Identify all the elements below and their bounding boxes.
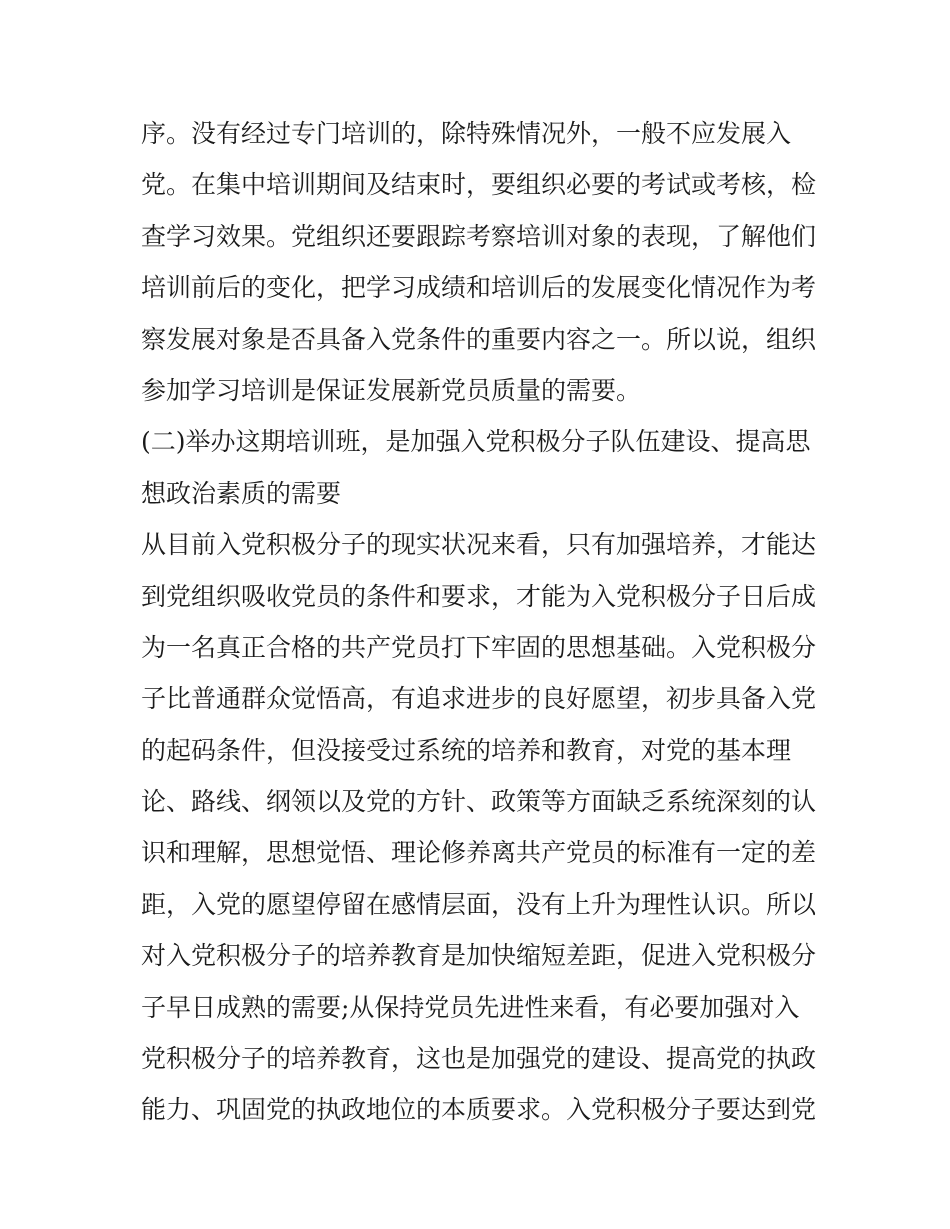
text-line: 识和理解，思想觉悟、理论修养离共产党员的标准有一定的差 <box>141 838 817 868</box>
text-line: 对入党积极分子的培养教育是加快缩短差距，促进入党积极分 <box>141 941 817 971</box>
text-line: 子比普通群众觉悟高，有追求进步的良好愿望，初步具备入党 <box>141 684 817 714</box>
section-heading-line: (二)举办这期培训班，是加强入党积极分子队伍建设、提高思 <box>141 427 811 457</box>
text-line: 察发展对象是否具备入党条件的重要内容之一。所以说，组织 <box>141 324 817 354</box>
text-line: 从目前入党积极分子的现实状况来看，只有加强培养，才能达 <box>141 530 817 560</box>
text-line: 党。在集中培训期间及结束时，要组织必要的考试或考核，检 <box>141 170 817 200</box>
text-line: 为一名真正合格的共产党员打下牢固的思想基础。入党积极分 <box>141 632 817 662</box>
text-line: 参加学习培训是保证发展新党员质量的需要。 <box>141 375 642 405</box>
body-text <box>141 108 821 1136</box>
text-line: 距，入党的愿望停留在感情层面，没有上升为理性认识。所以 <box>141 889 817 919</box>
section-heading-line: 想政治素质的需要 <box>141 478 342 508</box>
text-line: 的起码条件，但没接受过系统的培养和教育，对党的基本理 <box>141 735 792 765</box>
text-line: 论、路线、纲领以及党的方针、政策等方面缺乏系统深刻的认 <box>141 787 817 817</box>
text-line: 到党组织吸收党员的条件和要求，才能为入党积极分子日后成 <box>141 581 817 611</box>
text-line: 子早日成熟的需要;从保持党员先进性来看，有必要加强对入 <box>141 992 800 1022</box>
text-line: 能力、巩固党的执政地位的本质要求。入党积极分子要达到党 <box>141 1095 817 1125</box>
text-line: 培训前后的变化，把学习成绩和培训后的发展变化情况作为考 <box>141 273 817 303</box>
text-line: 查学习效果。党组织还要跟踪考察培训对象的表现，了解他们 <box>141 221 817 251</box>
text-line: 序。没有经过专门培训的，除特殊情况外，一般不应发展入 <box>141 119 792 148</box>
text-line: 党积极分子的培养教育，这也是加强党的建设、提高党的执政 <box>141 1044 817 1074</box>
